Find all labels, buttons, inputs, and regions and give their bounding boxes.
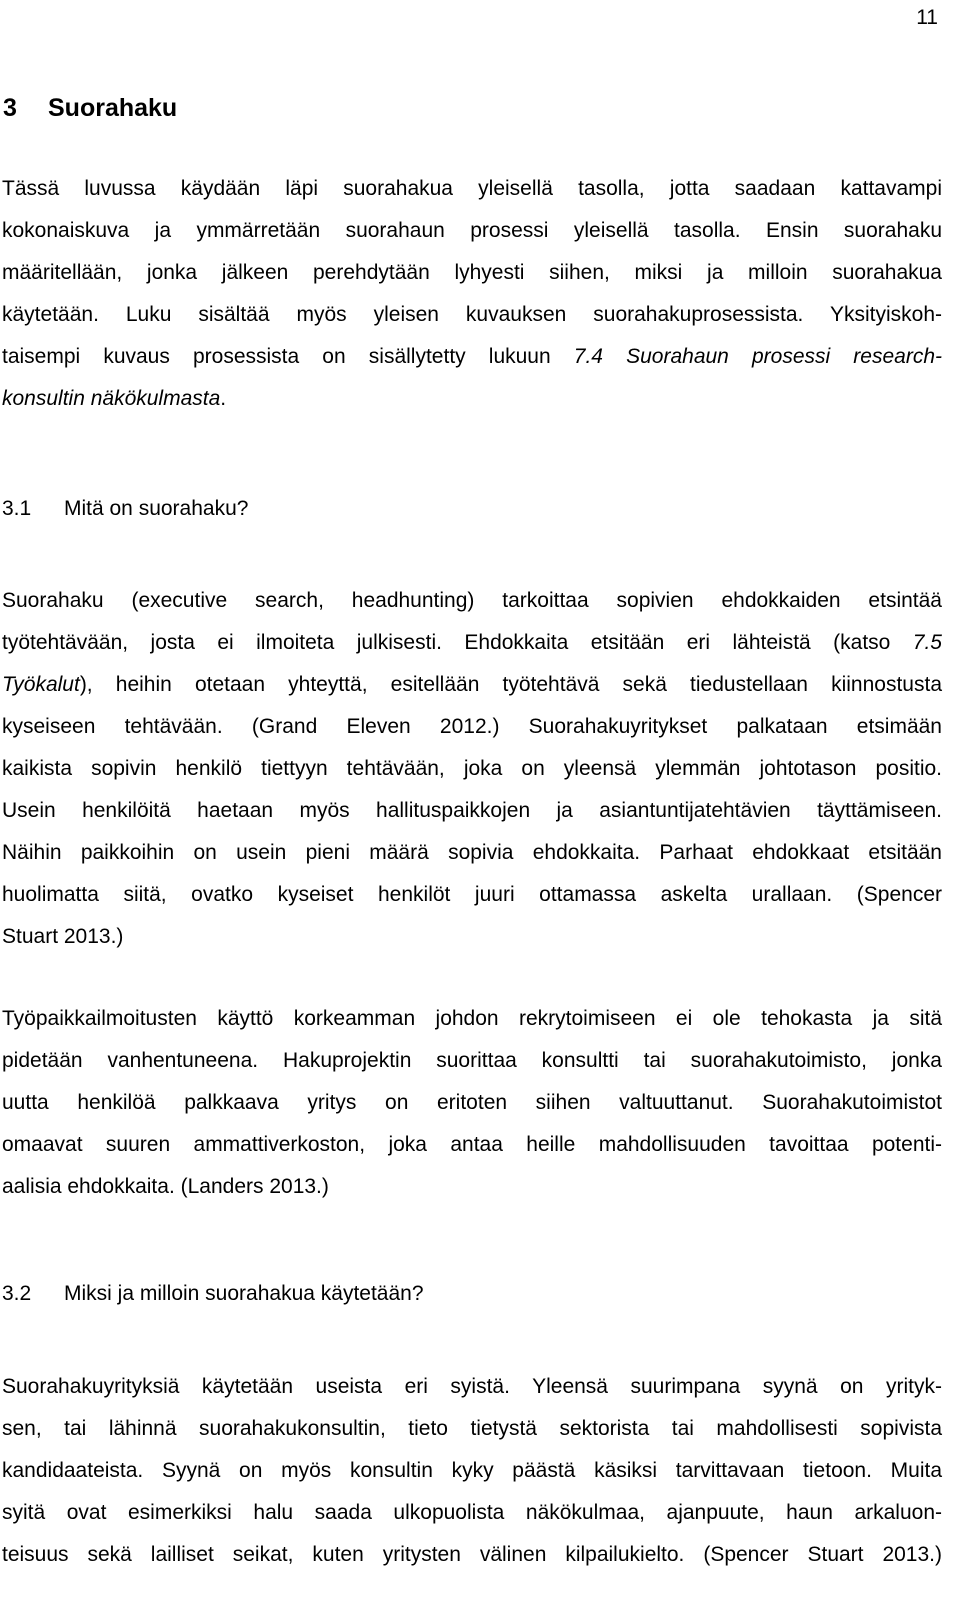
line-text: huolimatta siitä, ovatko kyseiset henkilöt juuri ottamassa askelta urallaan. (Spencer bbox=[2, 883, 942, 906]
line-text: Näihin paikkoihin on usein pieni määrä sopivia ehdokkaita. Parhaat ehdokkaat etsitään bbox=[2, 841, 942, 864]
paragraph-line bbox=[2, 385, 942, 413]
line-text: Suorahaku (executive search, headhunting) tarkoittaa sopivien ehdokkaiden etsintää bbox=[2, 589, 942, 612]
chapter-reference: Työkalut bbox=[2, 673, 80, 696]
paragraph-line bbox=[2, 259, 942, 287]
section-title: Mitä on suorahaku? bbox=[64, 497, 249, 520]
line-text: määritellään, jonka jälkeen perehdytään lyhyesti siihen, miksi ja milloin suorahakua bbox=[2, 261, 942, 284]
paragraph-line bbox=[2, 713, 942, 741]
line-text: pidetään vanhentuneena. Hakuprojektin suorittaa konsultti tai suorahakutoimisto, jonka bbox=[2, 1049, 942, 1072]
section-heading bbox=[2, 495, 248, 523]
line-text: kandidaateista. Syynä on myös konsultin kyky päästä käsiksi tarvittavaan tietoon. Muita bbox=[2, 1459, 942, 1482]
line-text: aalisia ehdokkaita. (Landers 2013.) bbox=[2, 1175, 329, 1198]
paragraph-line bbox=[2, 1173, 942, 1201]
section-title: Miksi ja milloin suorahakua käytetään? bbox=[64, 1282, 424, 1305]
line-text: taisempi kuvaus prosessista on sisällytetty lukuun bbox=[2, 345, 574, 368]
chapter-number: 3 bbox=[3, 94, 17, 122]
line-text: syitä ovat esimerkiksi halu saada ulkopuolista näkökulmaa, ajanpuute, haun arkaluon- bbox=[2, 1501, 942, 1524]
page-number: 11 bbox=[916, 6, 938, 29]
paragraph-line bbox=[2, 1457, 942, 1485]
line-text: Tässä luvussa käydään läpi suorahakua yleisellä tasolla, jotta saadaan kattavampi bbox=[2, 177, 942, 200]
paragraph-line bbox=[2, 881, 942, 909]
line-text: työtehtävään, josta ei ilmoiteta julkisesti. Ehdokkaita etsitään eri lähteistä (katso bbox=[2, 631, 913, 654]
paragraph-line bbox=[2, 1005, 942, 1033]
paragraph-line bbox=[2, 301, 942, 329]
paragraph-line bbox=[2, 923, 942, 951]
paragraph-line bbox=[2, 629, 942, 657]
paragraph-line bbox=[2, 217, 942, 245]
paragraph-line bbox=[2, 587, 942, 615]
line-text: kaikista sopivin henkilö tiettyyn tehtävään, joka on yleensä ylemmän johtotason positio. bbox=[2, 757, 942, 780]
paragraph-line bbox=[2, 1047, 942, 1075]
line-text: käytetään. Luku sisältää myös yleisen kuvauksen suorahakuprosessista. Yksityiskoh- bbox=[2, 303, 942, 326]
line-text: omaavat suuren ammattiverkoston, joka antaa heille mahdollisuuden tavoittaa potenti- bbox=[2, 1133, 942, 1156]
chapter-heading bbox=[3, 93, 177, 123]
chapter-title: Suorahaku bbox=[48, 94, 178, 122]
paragraph-line bbox=[2, 1541, 942, 1569]
line-text: ), heihin otetaan yhteyttä, esitellään työtehtävä sekä tiedustellaan kiinnostusta bbox=[79, 673, 942, 696]
line-text: kyseiseen tehtävään. (Grand Eleven 2012.) Suorahakuyritykset palkataan etsimään bbox=[2, 715, 942, 738]
line-text: Usein henkilöitä haetaan myös hallituspaikkojen ja asiantuntijatehtävien täyttämiseen. bbox=[2, 799, 942, 822]
paragraph-line bbox=[2, 1373, 942, 1401]
line-text: Suorahakuyrityksiä käytetään useista eri syistä. Yleensä suurimpana syynä on yrityk- bbox=[2, 1375, 942, 1398]
section-heading bbox=[2, 1280, 424, 1308]
paragraph-line bbox=[2, 1499, 942, 1527]
chapter-reference: 7.4 Suorahaun prosessi research- bbox=[573, 345, 942, 368]
paragraph-line bbox=[2, 175, 942, 203]
paragraph-line bbox=[2, 1415, 942, 1443]
paragraph-line bbox=[2, 839, 942, 867]
paragraph-line bbox=[2, 1131, 942, 1159]
line-text: teisuus sekä lailliset seikat, kuten yritysten välinen kilpailukielto. (Spencer Stuart 2013.) bbox=[2, 1543, 942, 1566]
section-number: 3.1 bbox=[2, 497, 32, 520]
paragraph-line bbox=[2, 343, 942, 371]
section-number: 3.2 bbox=[2, 1282, 32, 1305]
chapter-reference: 7.5 bbox=[912, 631, 942, 654]
paragraph-line bbox=[2, 797, 942, 825]
paragraph-line bbox=[2, 755, 942, 783]
chapter-reference: konsultin näkökulmasta bbox=[2, 387, 221, 410]
line-text: sen, tai lähinnä suorahakukonsultin, tieto tietystä sektorista tai mahdollisesti sopivista bbox=[2, 1417, 942, 1440]
line-text: uutta henkilöä palkkaava yritys on eritoten siihen valtuuttanut. Suorahakutoimistot bbox=[2, 1091, 942, 1114]
line-text: Stuart 2013.) bbox=[2, 925, 124, 948]
paragraph-line bbox=[2, 1089, 942, 1117]
line-text: . bbox=[220, 387, 227, 410]
line-text: kokonaiskuva ja ymmärretään suorahaun prosessi yleisellä tasolla. Ensin suorahaku bbox=[2, 219, 942, 242]
paragraph-line bbox=[2, 671, 942, 699]
line-text: Työpaikkailmoitusten käyttö korkeamman johdon rekrytoimiseen ei ole tehokasta ja sitä bbox=[2, 1007, 942, 1030]
